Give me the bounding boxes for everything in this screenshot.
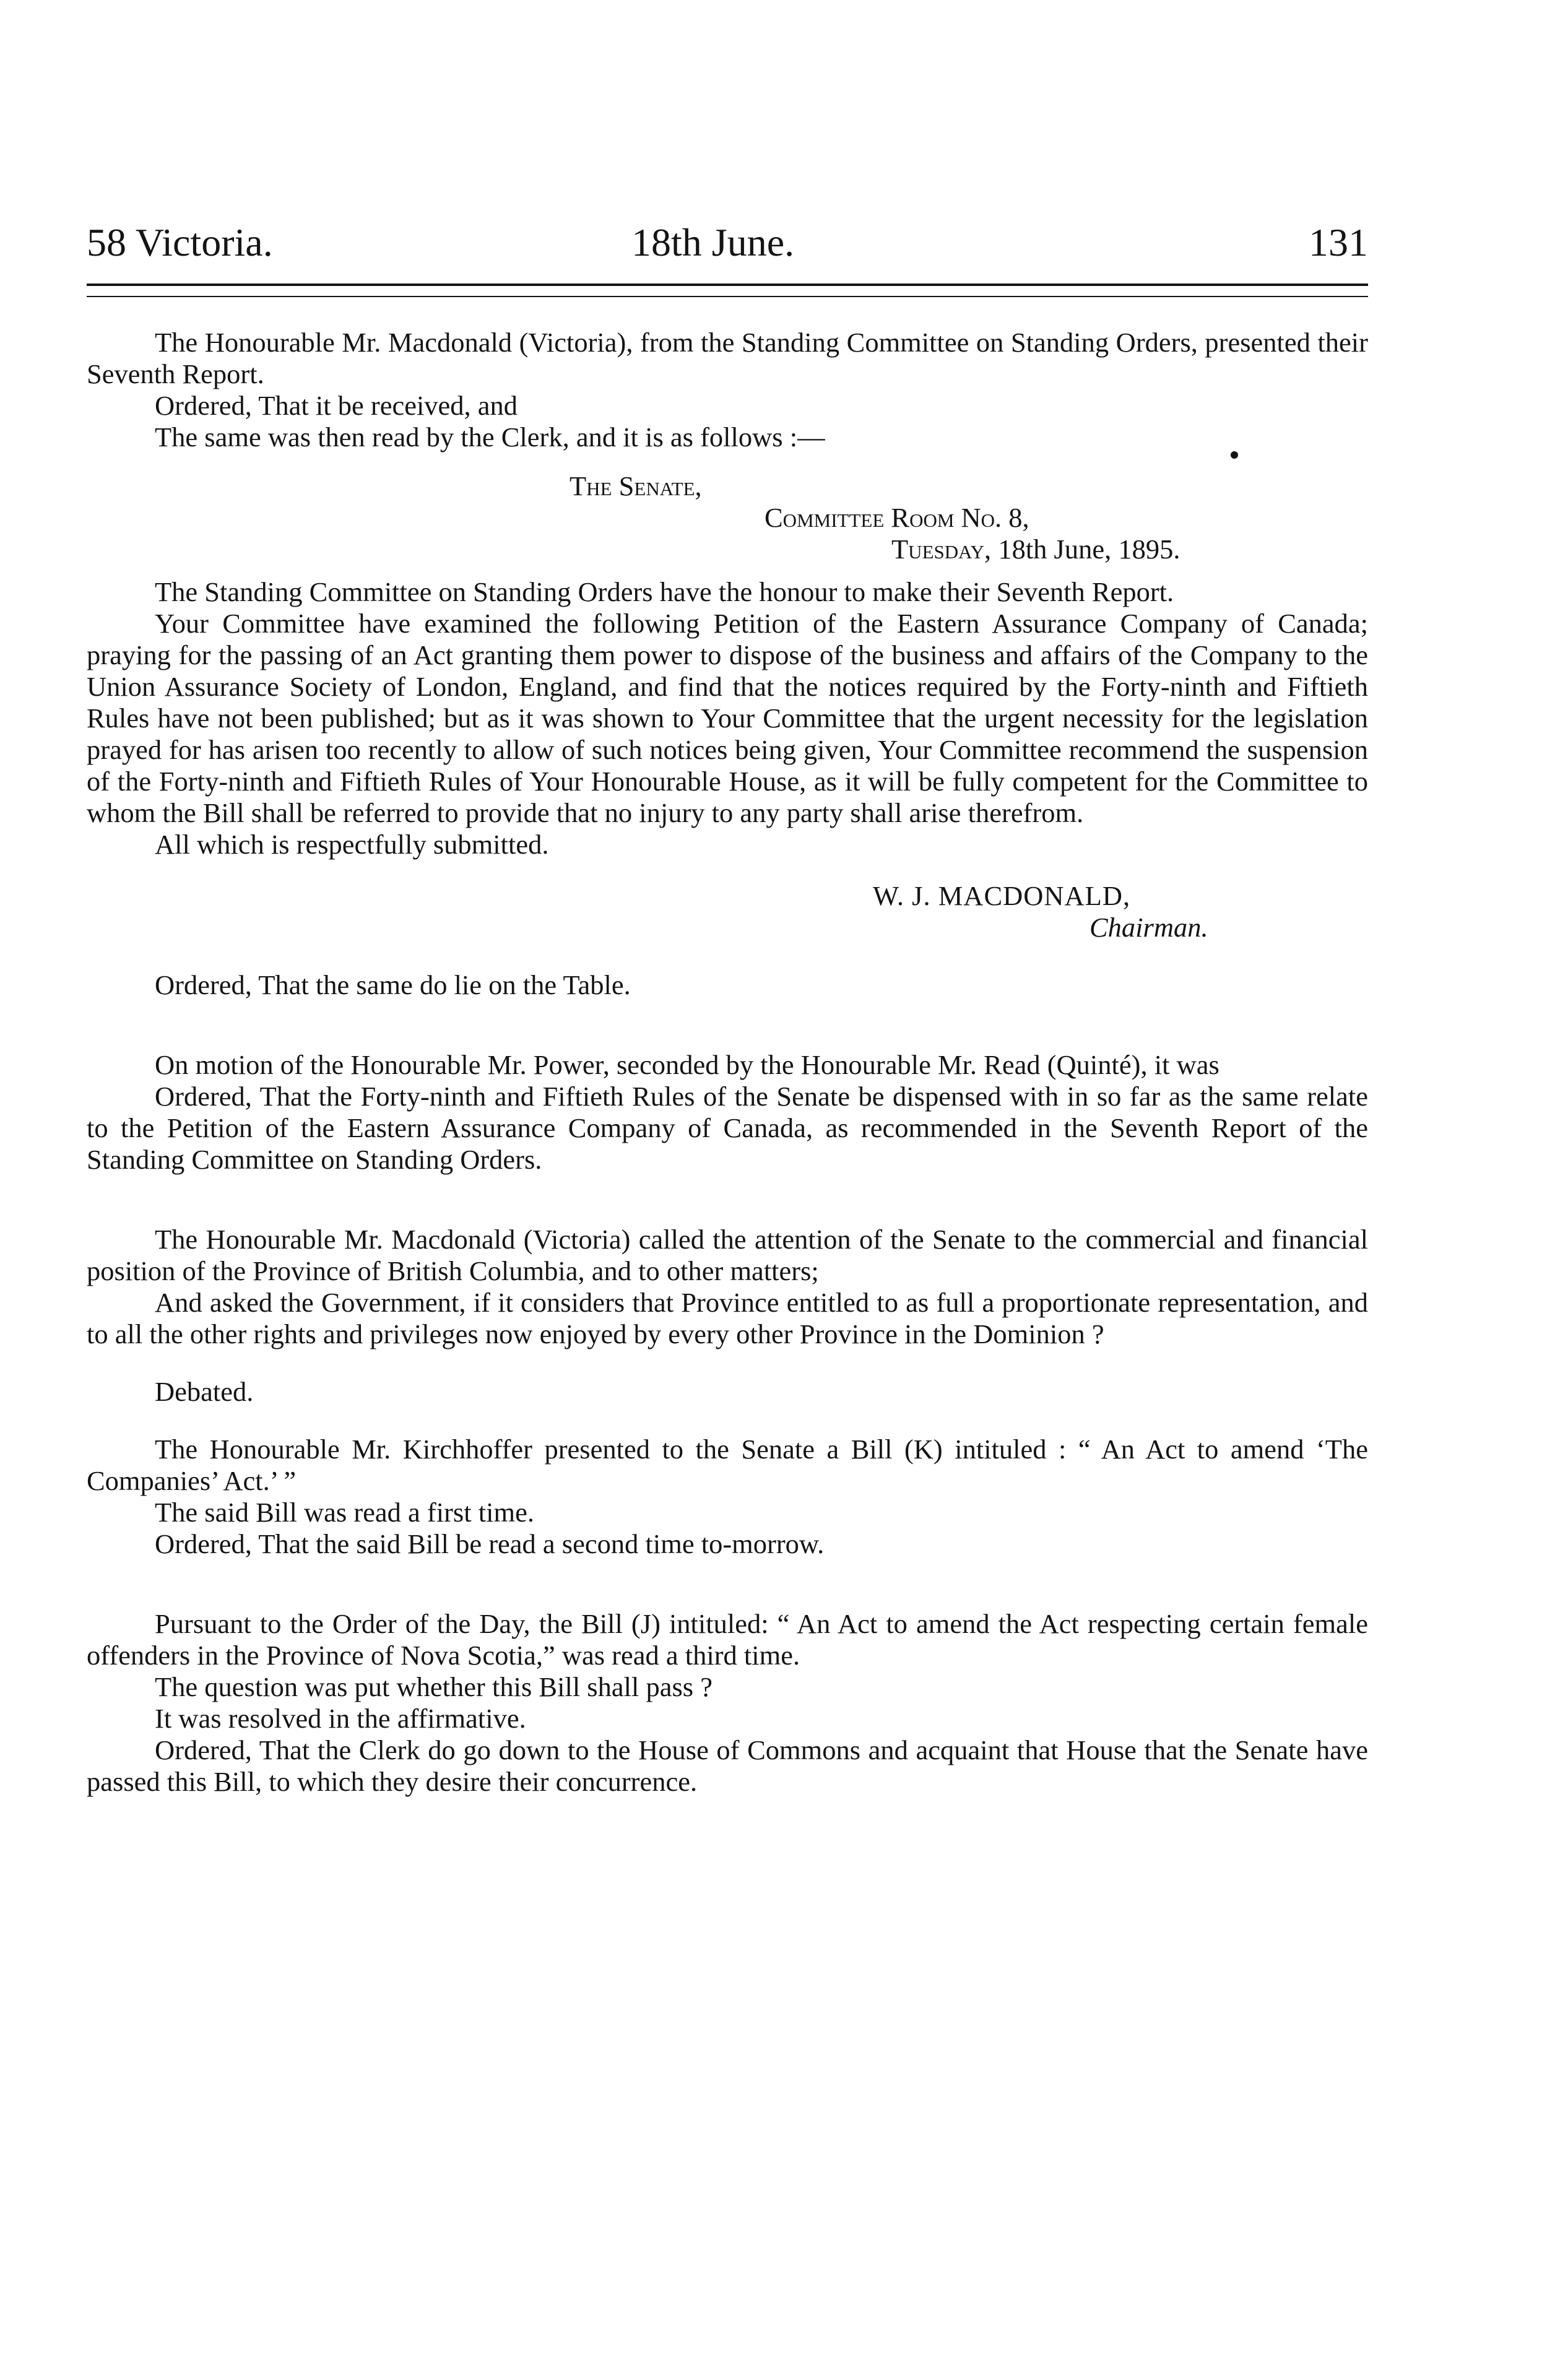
signature-title: Chairman. xyxy=(1089,912,1208,943)
address-date-line xyxy=(87,534,1368,565)
address-date: 18th June, 1895. xyxy=(998,534,1180,565)
header-double-rule xyxy=(87,284,1368,297)
header-session: 58 Victoria. xyxy=(87,220,273,264)
report-address-block xyxy=(87,470,1368,565)
clerk-to-commons-paragraph: Ordered, That the Clerk do go down to the House of Commons and acquaint that House that the Senate have passed this Bill, to which they desire their concurrence. xyxy=(87,1734,1368,1797)
address-day: Tuesday, xyxy=(891,534,992,565)
bill-k-second-reading-paragraph: Ordered, That the said Bill be read a second time to-morrow. xyxy=(155,1528,825,1559)
ink-dot xyxy=(1231,451,1238,459)
lie-on-table-paragraph: Ordered, That the same do lie on the Table. xyxy=(155,969,631,1000)
address-senate: The Senate, xyxy=(570,470,702,501)
rules-dispensed-paragraph: Ordered, That the Forty-ninth and Fiftieth Rules of the Senate be dispensed with in so far as the same relate to the Petition of the Eastern Assurance Company of Canada, as recommended in the Seventh Report of the Standing Committee on Standing Orders. xyxy=(87,1081,1368,1175)
report-intro-paragraph: The Standing Committee on Standing Orders have the honour to make their Seventh Report. xyxy=(155,576,1174,607)
bill-j-third-reading-paragraph: Pursuant to the Order of the Day, the Bill (J) intituled: “ An Act to amend the Act respecting certain female offenders in the Province of Nova Scotia,” was read a third time. xyxy=(87,1608,1368,1671)
report-presented-paragraph: The Honourable Mr. Macdonald (Victoria), from the Standing Committee on Standing Orders, presented their Seventh Report. xyxy=(87,327,1368,389)
government-asked-paragraph: And asked the Government, if it considers that Province entitled to as full a proportionate representation, and to all the other rights and privileges now enjoyed by every other Province in the Dominion ? xyxy=(87,1287,1368,1349)
page-number: 131 xyxy=(1309,220,1368,264)
page-body xyxy=(87,327,1368,1798)
bill-k-presented-paragraph: The Honourable Mr. Kirchhoffer presented to the Senate a Bill (K) intituled : “ An Act to amend ‘The Companies’ Act.’ ” xyxy=(87,1434,1368,1496)
report-body-paragraph: Your Committee have examined the following Petition of the Eastern Assurance Company of Canada; praying for the passing of an Act granting them power to dispose of the business and affairs of the Company to the Union Assurance Society of London, England, and find that the notices required by the Forty-ninth and Fiftieth Rules have not been published; but as it was shown to Your Committee that the urgent necessity for the legislation prayed for has arisen too recently to allow of such notices being given, Your Committee recommend the suspension of the Forty-ninth and Fiftieth Rules of Your Honourable House, as it will be fully competent for the Committee to whom the Bill shall be referred to provide that no injury to any party shall arise therefrom. xyxy=(87,608,1368,828)
debated-paragraph: Debated. xyxy=(155,1376,254,1407)
running-header xyxy=(87,220,1368,269)
signature-name: W. J. MACDONALD, xyxy=(873,880,1131,911)
ordered-received-paragraph: Ordered, That it be received, and xyxy=(155,390,518,421)
resolved-paragraph: It was resolved in the affirmative. xyxy=(155,1703,526,1734)
address-committee-room: Committee Room No. 8, xyxy=(765,502,1029,533)
header-date: 18th June. xyxy=(631,220,795,264)
bill-k-first-reading-paragraph: The said Bill was read a first time. xyxy=(155,1497,534,1528)
attention-called-paragraph: The Honourable Mr. Macdonald (Victoria) called the attention of the Senate to the commercial and financial position of the Province of British Columbia, and to other matters; xyxy=(87,1224,1368,1286)
read-by-clerk-paragraph: The same was then read by the Clerk, and it is as follows :— xyxy=(155,422,825,452)
motion-paragraph: On motion of the Honourable Mr. Power, seconded by the Honourable Mr. Read (Quinté), it was xyxy=(155,1049,1219,1080)
report-closing-paragraph: All which is respectfully submitted. xyxy=(155,829,549,860)
question-put-paragraph: The question was put whether this Bill shall pass ? xyxy=(155,1671,713,1702)
signature-block xyxy=(87,880,1368,943)
